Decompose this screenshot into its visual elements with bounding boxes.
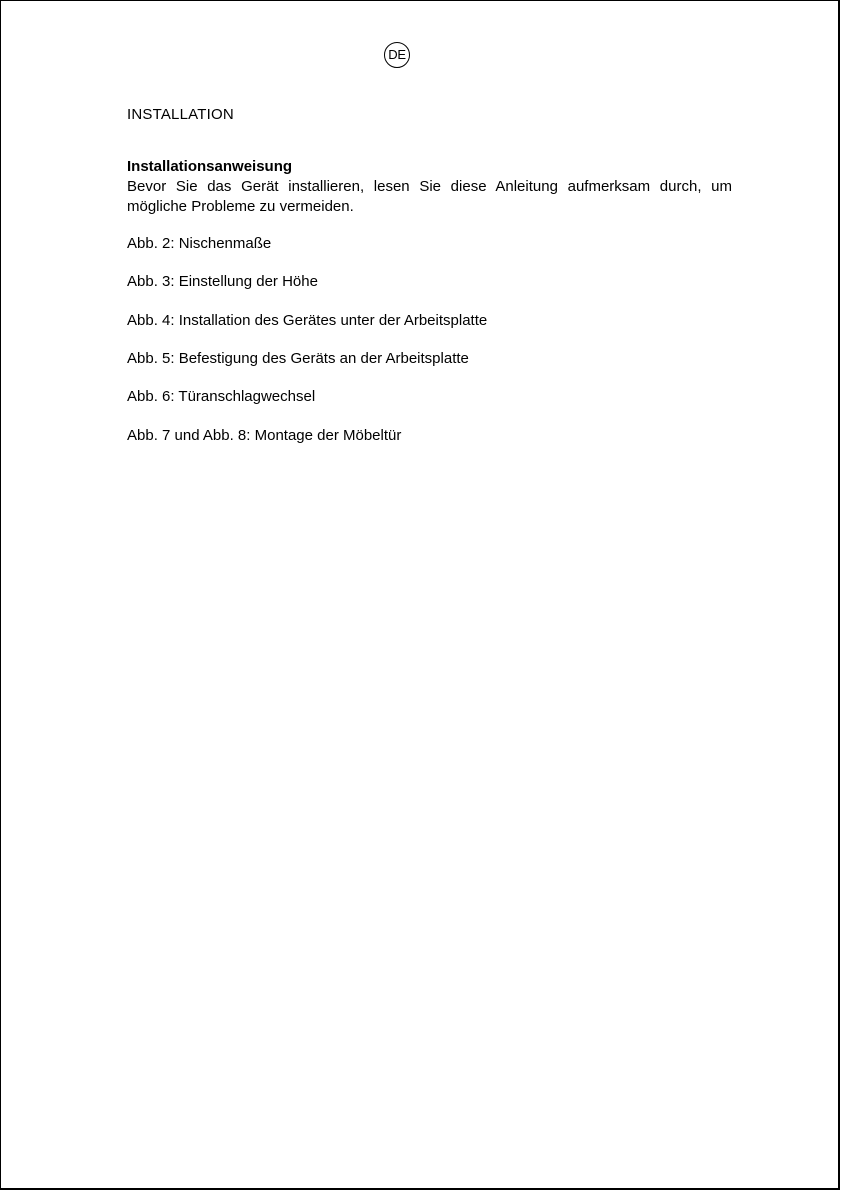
figure-item-4: Abb. 4: Installation des Gerätes unter der Arbeitsplatte [127, 312, 488, 329]
language-badge: DE [384, 42, 410, 68]
figure-item-2: Abb. 2: Nischenmaße [127, 235, 272, 252]
section-title: INSTALLATION [127, 106, 234, 123]
instructions-heading: Installationsanweisung [127, 158, 293, 175]
instructions-text: Bevor Sie das Gerät installieren, lesen Sie diese Anleitung aufmerksam durch, um mögliche Probleme zu vermeiden. [127, 178, 732, 215]
figure-item-6: Abb. 6: Türanschlagwechsel [127, 388, 316, 405]
figure-item-5: Abb. 5: Befestigung des Geräts an der Arbeitsplatte [127, 350, 469, 367]
figure-item-3: Abb. 3: Einstellung der Höhe [127, 273, 318, 290]
figure-item-7-8: Abb. 7 und Abb. 8: Montage der Möbeltür [127, 427, 402, 444]
